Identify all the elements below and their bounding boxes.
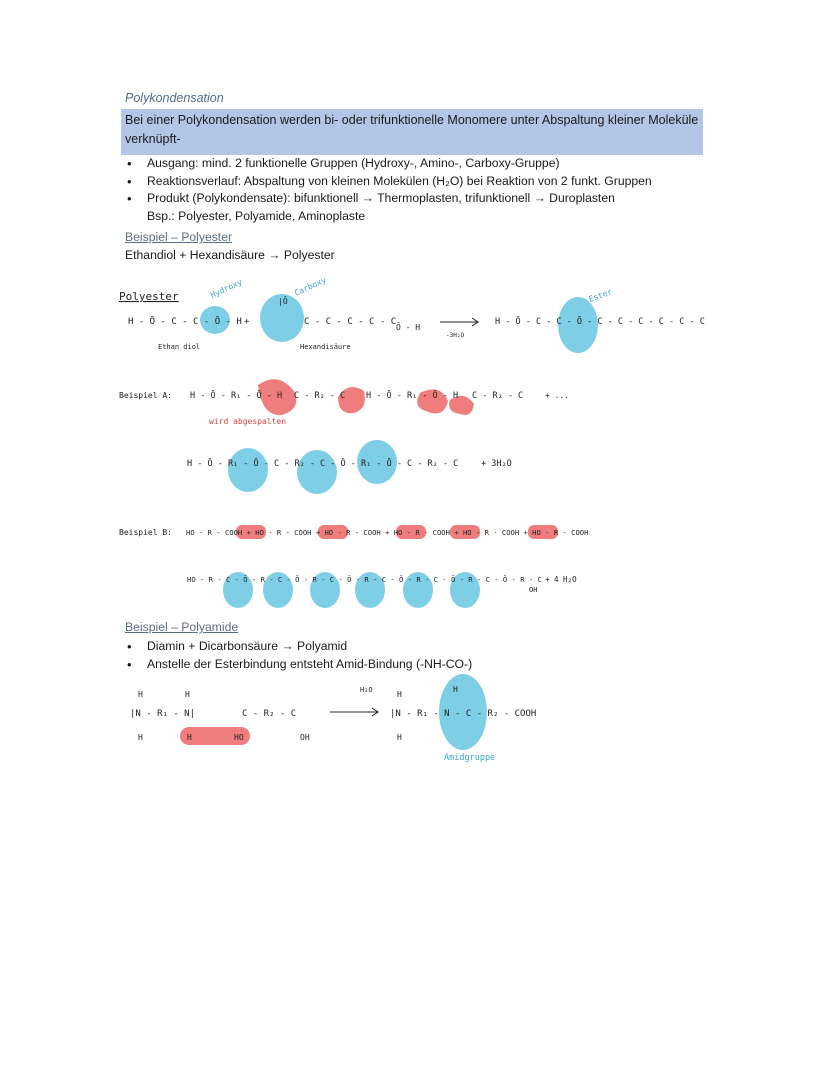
h-atom: H — [397, 733, 402, 742]
ester-blob — [228, 448, 268, 492]
monomer-a2: C - R₂ - C — [294, 391, 346, 401]
hexandisaeure-label: Hexandisäure — [300, 343, 351, 351]
bullet-item: • Diamin + Dicarbonsäure → Polyamid — [125, 638, 472, 656]
ho-group: HO — [234, 733, 244, 742]
monomer-a4: C - R₂ - C — [472, 391, 524, 401]
product-formula: H - Ō - C - C - Ō - C - C - C - C - C - C — [495, 317, 705, 327]
water-a: + 3H₂O — [481, 459, 512, 469]
hydroxy-label: Hydroxy — [209, 277, 244, 300]
oh-group: OH — [300, 733, 310, 742]
h-atom: H — [185, 690, 190, 699]
h-atom: H — [397, 690, 402, 699]
carboxy-label: Carboxy — [293, 275, 328, 298]
continuation-dots: + ... — [545, 391, 570, 400]
h-atom: H — [187, 733, 192, 742]
polyester-equation: Ethandiol + Hexandisäure → Polyester — [125, 248, 335, 262]
monomer-a3: H - Ō - R₁ - Ō - H — [366, 391, 459, 401]
definition-box: Bei einer Polykondensation werden bi- oder trifunktionelle Monomere unter Abspaltung kleiner Moleküle verknüpft- — [121, 109, 703, 155]
polyamide-heading[interactable]: Beispiel – Polyamide — [125, 620, 239, 634]
product-b-formula: HO - R - C - Ō - R - C - Ō - R - C - Ō - R - C - Ō - R - C - Ō - R - C - Ō - R - C — [187, 575, 542, 584]
beispiel-b-label: Beispiel B: — [119, 528, 172, 537]
water-label: -3H₂O — [446, 332, 465, 339]
polyester-heading[interactable]: Beispiel – Polyester — [125, 230, 233, 244]
bullet-item: • Ausgang: mind. 2 funktionelle Gruppen (Hydroxy-, Amino-, Carboxy-Gruppe) — [125, 155, 652, 173]
beispiel-a-label: Beispiel A: — [119, 391, 172, 400]
h-atom: H — [138, 733, 143, 742]
ester-blob — [297, 450, 337, 494]
diamine-formula: |N - R₁ - N| — [130, 709, 196, 719]
section-title: Polykondensation — [125, 91, 224, 105]
ethandiol-label: Ethan diol — [158, 343, 201, 351]
h-atom: H — [453, 685, 458, 694]
h-atom: H — [138, 690, 143, 699]
bullet-item: • Reaktionsverlauf: Abspaltung von kleinen Molekülen (H₂O) bei Reaktion von 2 funkt. Gruppen — [125, 173, 652, 191]
bullet-item: • Produkt (Polykondensate): bifunktionell → Thermoplasten, trifunktionell → Duroplasten — [125, 190, 652, 208]
water-label: H₂O — [360, 686, 373, 694]
abgespalten-label: wird abgespalten — [209, 417, 287, 426]
amidgruppe-label: Amidgruppe — [444, 753, 496, 763]
product-a-formula: H - Ō - R₁ - Ō - C - R₂ - C - Ō - R₁ - Ō - C - R₂ - C — [187, 459, 459, 469]
water-b: + 4 H₂O — [545, 575, 577, 584]
bullet-example: Bsp.: Polyester, Polyamide, Aminoplaste — [147, 208, 366, 223]
amide-product-formula: |N - R₁ - N - C - R₂ - COOH — [390, 709, 537, 719]
hexane-chain: C - C - C - C - C — [304, 317, 397, 327]
plus-sign: + — [244, 317, 250, 327]
bullet-item: • Anstelle der Esterbindung entsteht Amid-Bindung (-NH-CO-) — [125, 656, 472, 674]
monomer-a1: H - Ō - R₁ - Ō - H — [190, 391, 283, 401]
ester-label: Ester — [587, 287, 614, 304]
acid-formula: C - R₂ - C — [242, 709, 297, 719]
polyester-sketch-label: Polyester — [119, 290, 179, 303]
oh-end: OH — [529, 586, 538, 594]
chain-b: HO - R - COOH + HO - R - COOH + HO - R - COOH + HO - R - COOH + HO - R - COOH + HO - R - COOH — [186, 528, 589, 537]
carbonyl-o: |Ō — [278, 297, 288, 306]
polyamide-bullet-list — [125, 638, 472, 673]
oh-group: Ō - H — [396, 323, 421, 332]
ethandiol-formula: H - Ō - C - C - Ō - H — [128, 317, 242, 327]
